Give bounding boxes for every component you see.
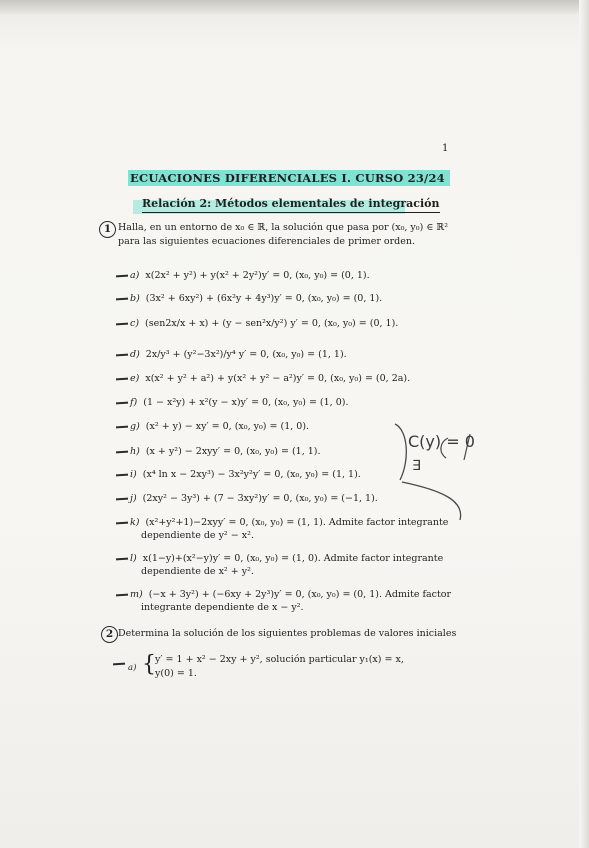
exercise-1-item-continuation: dependiente de y² − x². [141,530,254,541]
item-label: g) [130,421,140,432]
item-text: (1 − x²y) + x²(y − x)y′ = 0, (x₀, y₀) = (1, 0). [143,397,349,408]
scan-top-edge [0,0,589,14]
item-tick-mark [116,451,128,453]
exercise-1-item [130,589,451,601]
item-label: b) [130,293,140,304]
exercise-1-item [130,493,378,505]
item-label: l) [130,553,137,564]
scan-right-edge [579,0,589,848]
item-text: (2xy² − 3y³) + (7 − 3xy²)y′ = 0, (x₀, y₀) = (−1, 1). [142,493,378,504]
exercise-2-item-a-label: a) [128,663,137,673]
item-label: f) [130,397,138,408]
item-tick-mark [116,426,128,428]
item-tick-mark [116,402,128,404]
exercise-1-item [130,553,443,565]
exercise-1-intro-line2: para las siguientes ecuaciones diferenciales de primer orden. [118,236,416,247]
item-tick-mark [116,354,128,356]
item-tick-mark [116,498,128,500]
item-label: a) [130,270,140,281]
exercise-1-intro-line1: Halla, en un entorno de x₀ ∈ ℝ, la solución que pasa por (x₀, y₀) ∈ ℝ² [118,222,449,233]
item-text: (x²+y²+1)−2xyy′ = 0, (x₀, y₀) = (1, 1). Admite factor integrante [145,517,449,528]
item-text: x(1−y)+(x²−y)y′ = 0, (x₀, y₀) = (1, 0). Admite factor integrante [142,553,444,564]
item-text: (−x + 3y²) + (−6xy + 2y³)y′ = 0, (x₀, y₀) = (0, 1). Admite factor [148,589,452,600]
exercise-1-item [130,349,347,361]
handwritten-mark: ∃ [412,458,421,474]
item-tick-mark [116,522,128,524]
item-tick-mark [116,298,128,300]
item-label: d) [130,349,140,360]
exercise-2-item-a-line1: y′ = 1 + x² − 2xy + y², solución particular y₁(x) = x, [155,654,404,665]
item-text: x(2x² + y²) + y(x² + 2y²)y′ = 0, (x₀, y₀) = (0, 1). [145,270,370,281]
left-brace: { [142,652,156,677]
item-label: k) [130,517,140,528]
exercise-1-item [130,318,398,330]
item-tick-mark [116,594,128,596]
item-text: (sen2x/x + x) + (y − sen²x/y²) y′ = 0, (x₀, y₀) = (0, 1). [145,318,399,329]
item-tick-mark [116,323,128,325]
exercise-1-number: 1 [99,221,116,238]
document-subtitle: Relación 2: Métodos elementales de integración [142,197,440,213]
exercise-1-item [130,373,410,385]
exercise-1-item [130,421,309,433]
exercise-2-number: 2 [101,626,118,643]
exercise-1-item [130,293,382,305]
exercise-1-item-continuation: dependiente de x² + y². [141,566,254,577]
item-label: c) [130,318,140,329]
page-number: 1 [442,143,449,154]
handwritten-note: C(y) = 0 [408,432,475,451]
exercise-1-item [130,469,361,481]
item-tick-mark [116,474,128,476]
item-label: e) [130,373,140,384]
item-label: i) [130,469,137,480]
item-text: 2x/y³ + (y²−3x²)/y⁴ y′ = 0, (x₀, y₀) = (1, 1). [145,349,347,360]
exercise-1-item [130,270,370,282]
document-title: ECUACIONES DIFERENCIALES I. CURSO 23/24 [128,170,450,186]
item-tick-mark [116,558,128,560]
item-label: j) [130,493,137,504]
item-text: (x + y²) − 2xyy′ = 0, (x₀, y₀) = (1, 1). [145,446,321,457]
item-tick-mark [116,378,128,380]
item-text: (x⁴ ln x − 2xy³) − 3x²y²y′ = 0, (x₀, y₀) = (1, 1). [142,469,361,480]
item-text: (3x² + 6xy²) + (6x²y + 4y³)y′ = 0, (x₀, y₀) = (0, 1). [145,293,383,304]
item-tick-mark [113,663,125,665]
exercise-1-item-continuation: integrante dependiente de x − y². [141,602,304,613]
exercise-1-item [130,446,321,458]
item-label: m) [130,589,143,600]
item-text: (x² + y) − xy′ = 0, (x₀, y₀) = (1, 0). [145,421,310,432]
exercise-2-intro: Determina la solución de los siguientes problemas de valores iniciales [118,628,457,639]
item-tick-mark [116,275,128,277]
item-text: x(x² + y² + a²) + y(x² + y² − a²)y′ = 0, (x₀, y₀) = (0, 2a). [145,373,411,384]
exercise-2-item-a-line2: y(0) = 1. [155,668,197,679]
item-label: h) [130,446,140,457]
exercise-1-item [130,397,349,409]
